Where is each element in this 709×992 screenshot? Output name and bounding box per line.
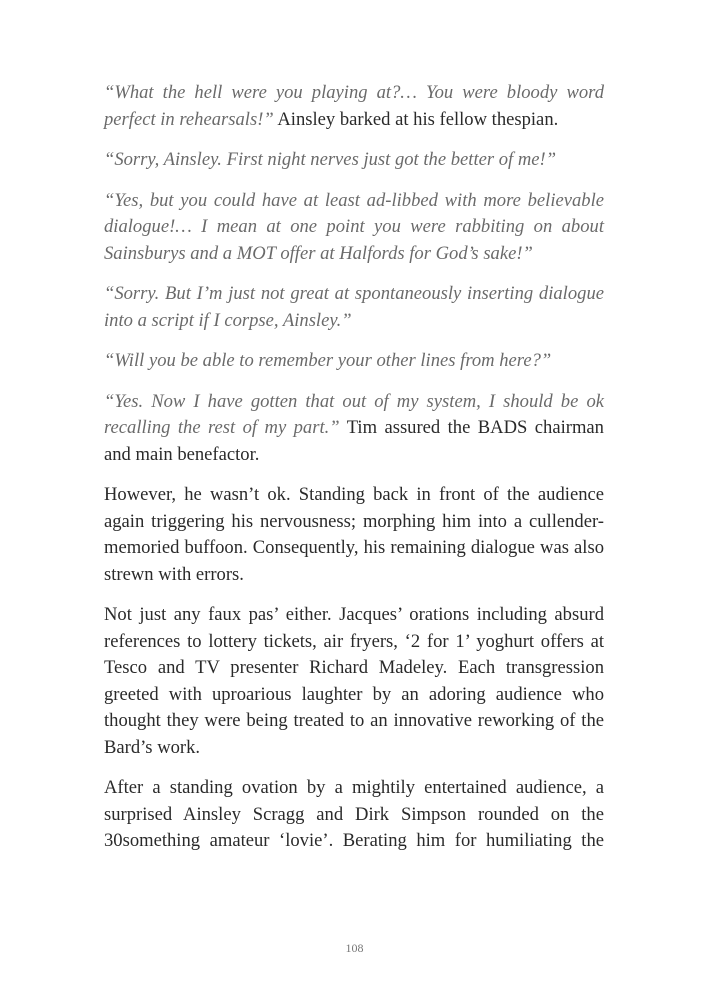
dialogue-quote: “Sorry. But I’m just not great at spontaneously inserting dialogue into a script if I corpse, Ainsley.” [104, 283, 604, 331]
paragraph-6 [104, 389, 604, 469]
narration-text: Tim assured the BADS chairman and main benefactor. [104, 417, 604, 465]
paragraph-9 [104, 775, 604, 855]
paragraph-3 [104, 188, 604, 268]
narration-text: However, he wasn’t ok. Standing back in front of the audience again triggering his nervousness; morphing him into a cullender-memoried buffoon. Consequently, his remaining dialogue was also strewn with errors. [104, 484, 604, 585]
paragraph-1 [104, 80, 604, 133]
narration-text: After a standing ovation by a mightily entertained audience, a surprised Ainsley Scragg and Dirk Simpson rounded on the 30something amateur ‘lovie’. Berating him for humiliating the [104, 777, 604, 851]
narration-text: Not just any faux pas’ either. Jacques’ orations including absurd references to lottery tickets, air fryers, ‘2 for 1’ yoghurt offers at Tesco and TV presenter Richard Madeley. Each transgression greeted with uproarious laughter by an adoring audience who thought they were being treated to an innovative reworking of the Bard’s work. [104, 604, 604, 758]
dialogue-quote: “What the hell were you playing at?… You were bloody word perfect in rehearsals!” [104, 82, 604, 130]
paragraph-2 [104, 147, 604, 174]
paragraph-4 [104, 281, 604, 334]
dialogue-quote: “Yes. Now I have gotten that out of my system, I should be ok recalling the rest of my part.” [104, 390, 604, 438]
page-body [104, 80, 604, 869]
paragraph-7 [104, 482, 604, 588]
paragraph-8 [104, 602, 604, 761]
dialogue-quote: “Sorry, Ainsley. First night nerves just got the better of me!” [104, 149, 557, 170]
dialogue-quote: “Will you be able to remember your other lines from here?” [104, 350, 552, 371]
narration-text: Ainsley barked at his fellow thespian. [273, 108, 559, 130]
page-number: 108 [345, 941, 364, 955]
dialogue-quote: “Yes, but you could have at least ad-libbed with more believable dialogue!… I mean at one point you were rabbiting on about Sainsburys and a MOT offer at Halfords for God’s sake!” [104, 189, 604, 264]
paragraph-5 [104, 348, 604, 375]
